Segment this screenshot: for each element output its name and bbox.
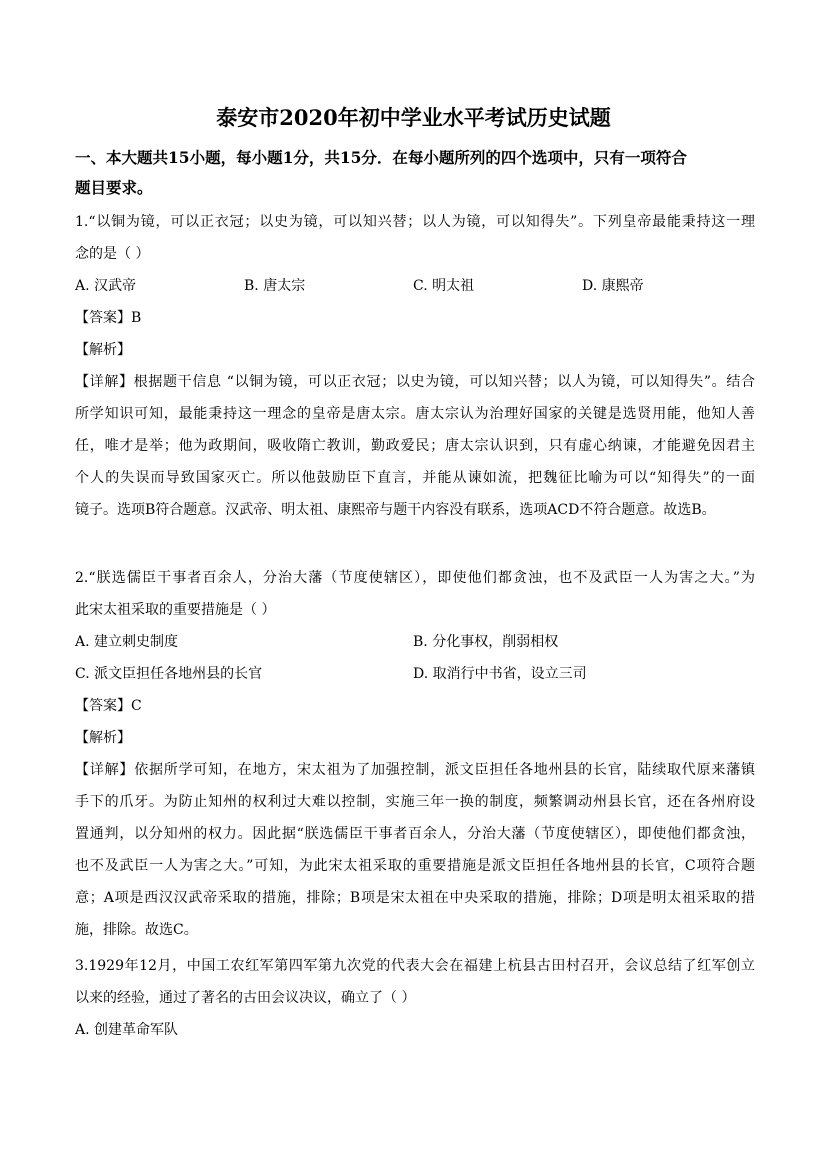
detail-line: 施，排除。故选C。 bbox=[75, 922, 198, 938]
detail-line: 所学知识可知，最能秉持这一理念的皇帝是唐太宗。唐太宗认为治理好国家的关键是选贤用能，他知人善 bbox=[75, 406, 755, 422]
page-title: 泰安市2020年初中学业水平考试历史试题 bbox=[216, 105, 611, 130]
section-heading-line-1: 一、本大题共15小题，每小题1分，共15分．在每小题所列的四个选项中，只有一项符合 bbox=[75, 148, 687, 167]
option-a: A. 建立刺史制度 bbox=[75, 634, 179, 650]
answer-label: 【答案】B bbox=[75, 310, 142, 326]
option-d: D. 康熙帝 bbox=[582, 278, 644, 294]
options-row bbox=[75, 658, 755, 690]
detail-line: 意；A项是西汉汉武帝采取的措施，排除；B项是宋太祖在中央采取的措施，排除；D项是明太祖采取的措 bbox=[75, 890, 755, 906]
option-d: D. 取消行中书省，设立三司 bbox=[413, 666, 587, 682]
analysis-label: 【解析】 bbox=[75, 342, 131, 358]
options-row bbox=[75, 626, 755, 658]
question-stem-line: 1.“以铜为镜，可以正衣冠；以史为镜，可以知兴替；以人为镜，可以知得失”。下列皇帝最能秉持这一理 bbox=[75, 214, 755, 230]
option-b: B. 分化事权，削弱相权 bbox=[413, 634, 559, 650]
detail-line: 【详解】根据题干信息 “以铜为镜，可以正衣冠；以史为镜，可以知兴替；以人为镜，可以知得失”。结合 bbox=[75, 374, 755, 390]
question-3 bbox=[75, 950, 755, 1046]
option-a: A. 汉武帝 bbox=[75, 278, 137, 294]
option-c: C. 明太祖 bbox=[413, 278, 475, 294]
option-c: C. 派文臣担任各地州县的长官 bbox=[75, 666, 263, 682]
detail-line: 任，唯才是举；他为政期间，吸收隋亡教训，勤政爱民；唐太宗认识到，只有虚心纳谏，才能避免因君主 bbox=[75, 438, 755, 454]
question-stem-line: 念的是（ ） bbox=[75, 246, 150, 262]
question-stem-line: 2.“朕选儒臣干事者百余人，分治大藩（节度使辖区），即使他们都贪浊，也不及武臣一人为害之大。”为 bbox=[75, 570, 755, 586]
detail-line: 个人的失误而导致国家灭亡。所以他鼓励臣下直言，并能从谏如流，把魏征比喻为可以“知得失”的一面 bbox=[75, 470, 755, 486]
section-heading bbox=[75, 143, 755, 203]
question-stem-line: 以来的经验，通过了著名的古田会议决议，确立了（ ） bbox=[75, 990, 416, 1006]
section-heading-line-2: 题目要求。 bbox=[75, 178, 153, 197]
detail-line: 置通判，以分知州的权力。因此据“朕选儒臣干事者百余人，分治大藩（节度使辖区），即使他们都贪浊， bbox=[75, 826, 755, 842]
question-stem-line: 3.1929年12月，中国工农红军第四军第九次党的代表大会在福建上杭县古田村召开，会议总结了红军创立 bbox=[75, 958, 755, 974]
question-2 bbox=[75, 562, 755, 946]
question-stem-line: 此宋太祖采取的重要措施是（ ） bbox=[75, 602, 276, 618]
detail-line: 镜子。选项B符合题意。汉武帝、明太祖、康熙帝与题干内容没有联系，选项ACD不符合题意。故选B。 bbox=[75, 502, 716, 518]
detail-line: 【详解】依据所学可知，在地方，宋太祖为了加强控制，派文臣担任各地州县的长官，陆续取代原来藩镇 bbox=[75, 762, 755, 778]
detail-line: 手下的爪牙。为防止知州的权利过大难以控制，实施三年一换的制度，频繁调动州县长官，还在各州府设 bbox=[75, 794, 755, 810]
detail-line: 也不及武臣一人为害之大。”可知，为此宋太祖采取的重要措施是派文臣担任各地州县的长官，C项符合题 bbox=[75, 858, 755, 874]
options-row bbox=[75, 270, 755, 302]
question-1 bbox=[75, 206, 755, 526]
analysis-label: 【解析】 bbox=[75, 730, 131, 746]
option-b: B. 唐太宗 bbox=[244, 278, 306, 294]
answer-label: 【答案】C bbox=[75, 698, 142, 714]
option-a: A. 创建革命军队 bbox=[75, 1022, 179, 1038]
